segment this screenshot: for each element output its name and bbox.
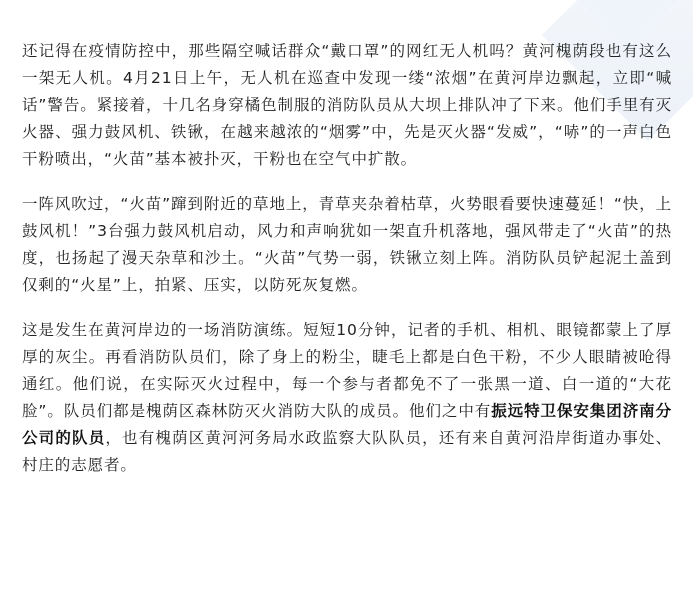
paragraph-text: ，也有槐荫区黄河河务局水政监察大队队员，还有来自黄河沿岸街道办事处、村庄的志愿者。 — [22, 429, 672, 474]
paragraph-text: 这是发生在黄河岸边的一场消防演练。短短10分钟，记者的手机、相机、眼镜都蒙上了厚厚的灰尘。再看消防队员们，除了身上的粉尘，睫毛上都是白色干粉，不少人眼睛被呛得通红。他们说，在实际灭火过程中，每一个参与者都免不了一张黑一道、白一道的“大花脸”。队员们都是槐荫区森林防灭火消防大队的成员。他们之中有 — [22, 321, 672, 420]
article-body — [22, 38, 672, 479]
paragraph-wind-blower — [22, 191, 672, 299]
paragraph-drone-drill — [22, 38, 672, 173]
paragraph-text: 还记得在疫情防控中，那些隔空喊话群众“戴口罩”的网红无人机吗？黄河槐荫段也有这么一架无人机。4月21日上午，无人机在巡查中发现一缕“浓烟”在黄河岸边飘起，立即“喊话”警告。紧接着，十几名身穿橘色制服的消防队员从大坝上排队冲了下来。他们手里有灭火器、强力鼓风机、铁锹，在越来越浓的“烟雾”中，先是灭火器“发威”，“哧”的一声白色干粉喷出，“火苗”基本被扑灭，干粉也在空气中扩散。 — [22, 42, 672, 168]
paragraph-fire-drill-summary — [22, 317, 672, 479]
paragraph-text: 一阵风吹过，“火苗”蹿到附近的草地上，青草夹杂着枯草，火势眼看要快速蔓延！“快，上鼓风机！”3台强力鼓风机启动，风力和声响犹如一架直升机落地，强风带走了“火苗”的热度，也扬起了漫天杂草和沙土。“火苗”气势一弱，铁锹立刻上阵。消防队员铲起泥土盖到仅剩的“火星”上，拍紧、压实，以防死灰复燃。 — [22, 195, 672, 294]
highlighted-organization: 振远特卫保安集团济南分公司的队员 — [22, 402, 672, 447]
